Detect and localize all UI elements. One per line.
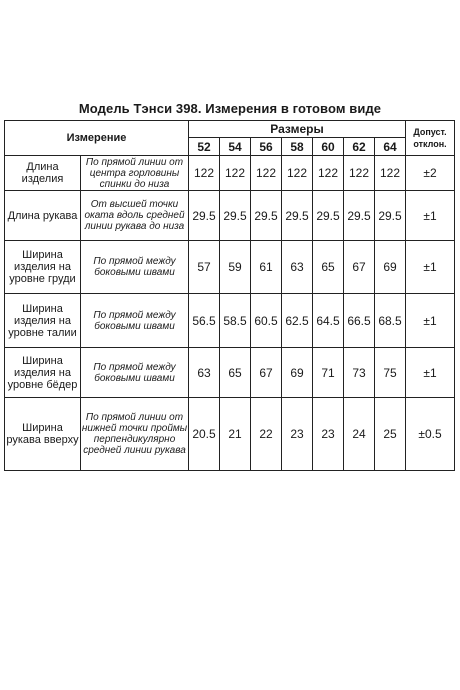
value-cell: 29.5 [282, 191, 313, 241]
value-cell: 62.5 [282, 294, 313, 348]
table-row [5, 191, 455, 241]
value-cell: 57 [189, 241, 220, 294]
value-cell: 65 [313, 241, 344, 294]
value-cell: 71 [313, 348, 344, 398]
tolerance-cell: ±1 [406, 348, 455, 398]
value-cell: 66.5 [344, 294, 375, 348]
size-header: 60 [313, 138, 344, 156]
table-row [5, 241, 455, 294]
value-cell: 122 [282, 156, 313, 191]
tolerance-cell: ±1 [406, 191, 455, 241]
measurement-description: По прямой между боковыми швами [81, 294, 189, 348]
header-sizes: Размеры [189, 121, 406, 138]
table-row [5, 156, 455, 191]
measurement-name: Длина изделия [5, 156, 81, 191]
value-cell: 122 [251, 156, 282, 191]
value-cell: 122 [375, 156, 406, 191]
value-cell: 58.5 [220, 294, 251, 348]
measurement-description: По прямой линии от нижней точки проймы перпендикулярно средней линии рукава [81, 398, 189, 471]
value-cell: 29.5 [251, 191, 282, 241]
value-cell: 29.5 [344, 191, 375, 241]
value-cell: 122 [189, 156, 220, 191]
tolerance-cell: ±2 [406, 156, 455, 191]
value-cell: 68.5 [375, 294, 406, 348]
value-cell: 21 [220, 398, 251, 471]
measurement-description: По прямой между боковыми швами [81, 241, 189, 294]
value-cell: 122 [344, 156, 375, 191]
tolerance-cell: ±0.5 [406, 398, 455, 471]
value-cell: 23 [282, 398, 313, 471]
measurement-description: По прямой между боковыми швами [81, 348, 189, 398]
value-cell: 59 [220, 241, 251, 294]
value-cell: 29.5 [189, 191, 220, 241]
value-cell: 23 [313, 398, 344, 471]
table-row [5, 398, 455, 471]
size-header: 52 [189, 138, 220, 156]
value-cell: 29.5 [220, 191, 251, 241]
measurement-table [4, 120, 455, 471]
table-row [5, 348, 455, 398]
tolerance-cell: ±1 [406, 294, 455, 348]
value-cell: 63 [282, 241, 313, 294]
value-cell: 25 [375, 398, 406, 471]
value-cell: 20.5 [189, 398, 220, 471]
value-cell: 122 [313, 156, 344, 191]
measurement-name: Длина рукава [5, 191, 81, 241]
value-cell: 65 [220, 348, 251, 398]
value-cell: 67 [251, 348, 282, 398]
value-cell: 22 [251, 398, 282, 471]
header-tolerance: Допуст. отклон. [406, 121, 455, 156]
page-title: Модель Тэнси 398. Измерения в готовом виде [78, 101, 382, 116]
value-cell: 29.5 [313, 191, 344, 241]
value-cell: 75 [375, 348, 406, 398]
value-cell: 60.5 [251, 294, 282, 348]
measurement-description: По прямой линии от центра горловины спинки до низа [81, 156, 189, 191]
value-cell: 24 [344, 398, 375, 471]
value-cell: 64.5 [313, 294, 344, 348]
measurement-description: От высшей точки оката вдоль средней линии рукава до низа [81, 191, 189, 241]
size-header: 58 [282, 138, 313, 156]
value-cell: 63 [189, 348, 220, 398]
measurement-name: Ширина изделия на уровне бёдер [5, 348, 81, 398]
value-cell: 69 [375, 241, 406, 294]
value-cell: 67 [344, 241, 375, 294]
size-header: 56 [251, 138, 282, 156]
size-header: 54 [220, 138, 251, 156]
value-cell: 29.5 [375, 191, 406, 241]
value-cell: 122 [220, 156, 251, 191]
tolerance-cell: ±1 [406, 241, 455, 294]
value-cell: 61 [251, 241, 282, 294]
measurement-name: Ширина рукава вверху [5, 398, 81, 471]
size-header: 64 [375, 138, 406, 156]
value-cell: 56.5 [189, 294, 220, 348]
header-measurement: Измерение [5, 121, 189, 156]
size-header: 62 [344, 138, 375, 156]
value-cell: 73 [344, 348, 375, 398]
value-cell: 69 [282, 348, 313, 398]
measurement-name: Ширина изделия на уровне груди [5, 241, 81, 294]
table-row [5, 294, 455, 348]
measurement-name: Ширина изделия на уровне талии [5, 294, 81, 348]
